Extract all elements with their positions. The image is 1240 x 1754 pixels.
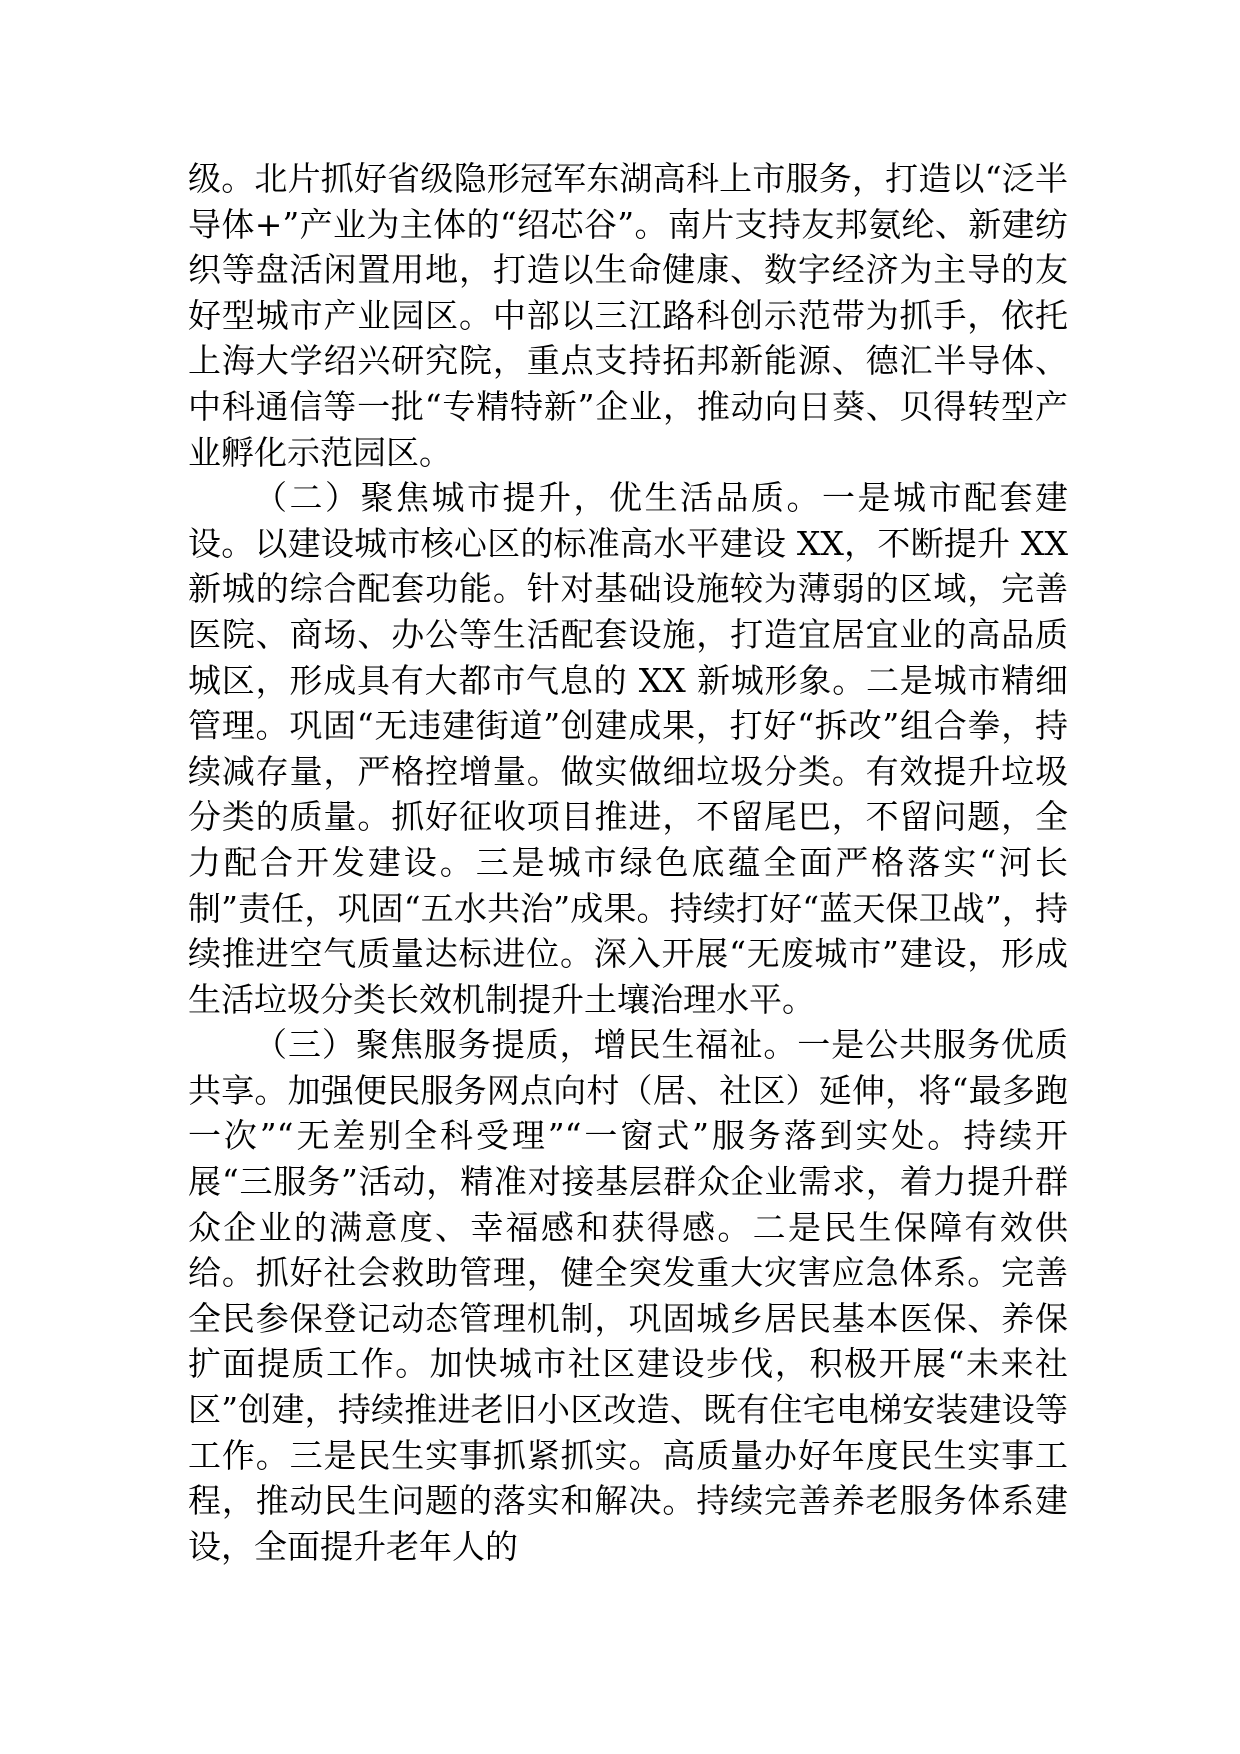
paragraph-section-2: （二）聚焦城市提升，优生活品质。一是城市配套建设。以建设城市核心区的标准高水平建设 XX，不断提升 XX 新城的综合配套功能。针对基础设施较为薄弱的区域，完善医院、商场、办公等生活配套设施，打造宜居宜业的高品质城区，形成具有大都市气息的 XX 新城形象。二是城市精细管理。巩固“无违建街道”创建成果，打好“拆改”组合拳，持续减存量，严格控增量。做实做细垃圾分类。有效提升垃圾分类的质量。抓好征收项目推进，不留尾巴，不留问题，全力配合开发建设。三是城市绿色底蕴全面严格落实“河长制”责任，巩固“五水共治”成果。持续打好“蓝天保卫战”，持续推进空气质量达标进位。深入开展“无废城市”建设，形成生活垃圾分类长效机制提升土壤治理水平。 <box>188 478 1068 1019</box>
body-text <box>188 156 1068 1569</box>
paragraph-continuation: 级。北片抓好省级隐形冠军东湖高科上市服务，打造以“泛半导体+”产业为主体的“绍芯谷”。南片支持友邦氨纶、新建纺织等盘活闲置用地，打造以生命健康、数字经济为主导的友好型城市产业园区。中部以三江路科创示范带为抓手，依托上海大学绍兴研究院，重点支持拓邦新能源、德汇半导体、中科通信等一批“专精特新”企业，推动向日葵、贝得转型产业孵化示范园区。 <box>188 159 1068 472</box>
paragraph-section-3: （三）聚焦服务提质，增民生福祉。一是公共服务优质共享。加强便民服务网点向村（居、社区）延伸，将“最多跑一次”“无差别全科受理”“一窗式”服务落到实处。持续开展“三服务”活动，精准对接基层群众企业需求，着力提升群众企业的满意度、幸福感和获得感。二是民生保障有效供给。抓好社会救助管理，健全突发重大灾害应急体系。完善全民参保登记动态管理机制，巩固城乡居民基本医保、养保扩面提质工作。加快城市社区建设步伐，积极开展“未来社区”创建，持续推进老旧小区改造、既有住宅电梯安装建设等工作。三是民生实事抓紧抓实。高质量办好年度民生实事工程，推动民生问题的落实和解决。持续完善养老服务体系建设，全面提升老年人的 <box>188 1025 1068 1566</box>
